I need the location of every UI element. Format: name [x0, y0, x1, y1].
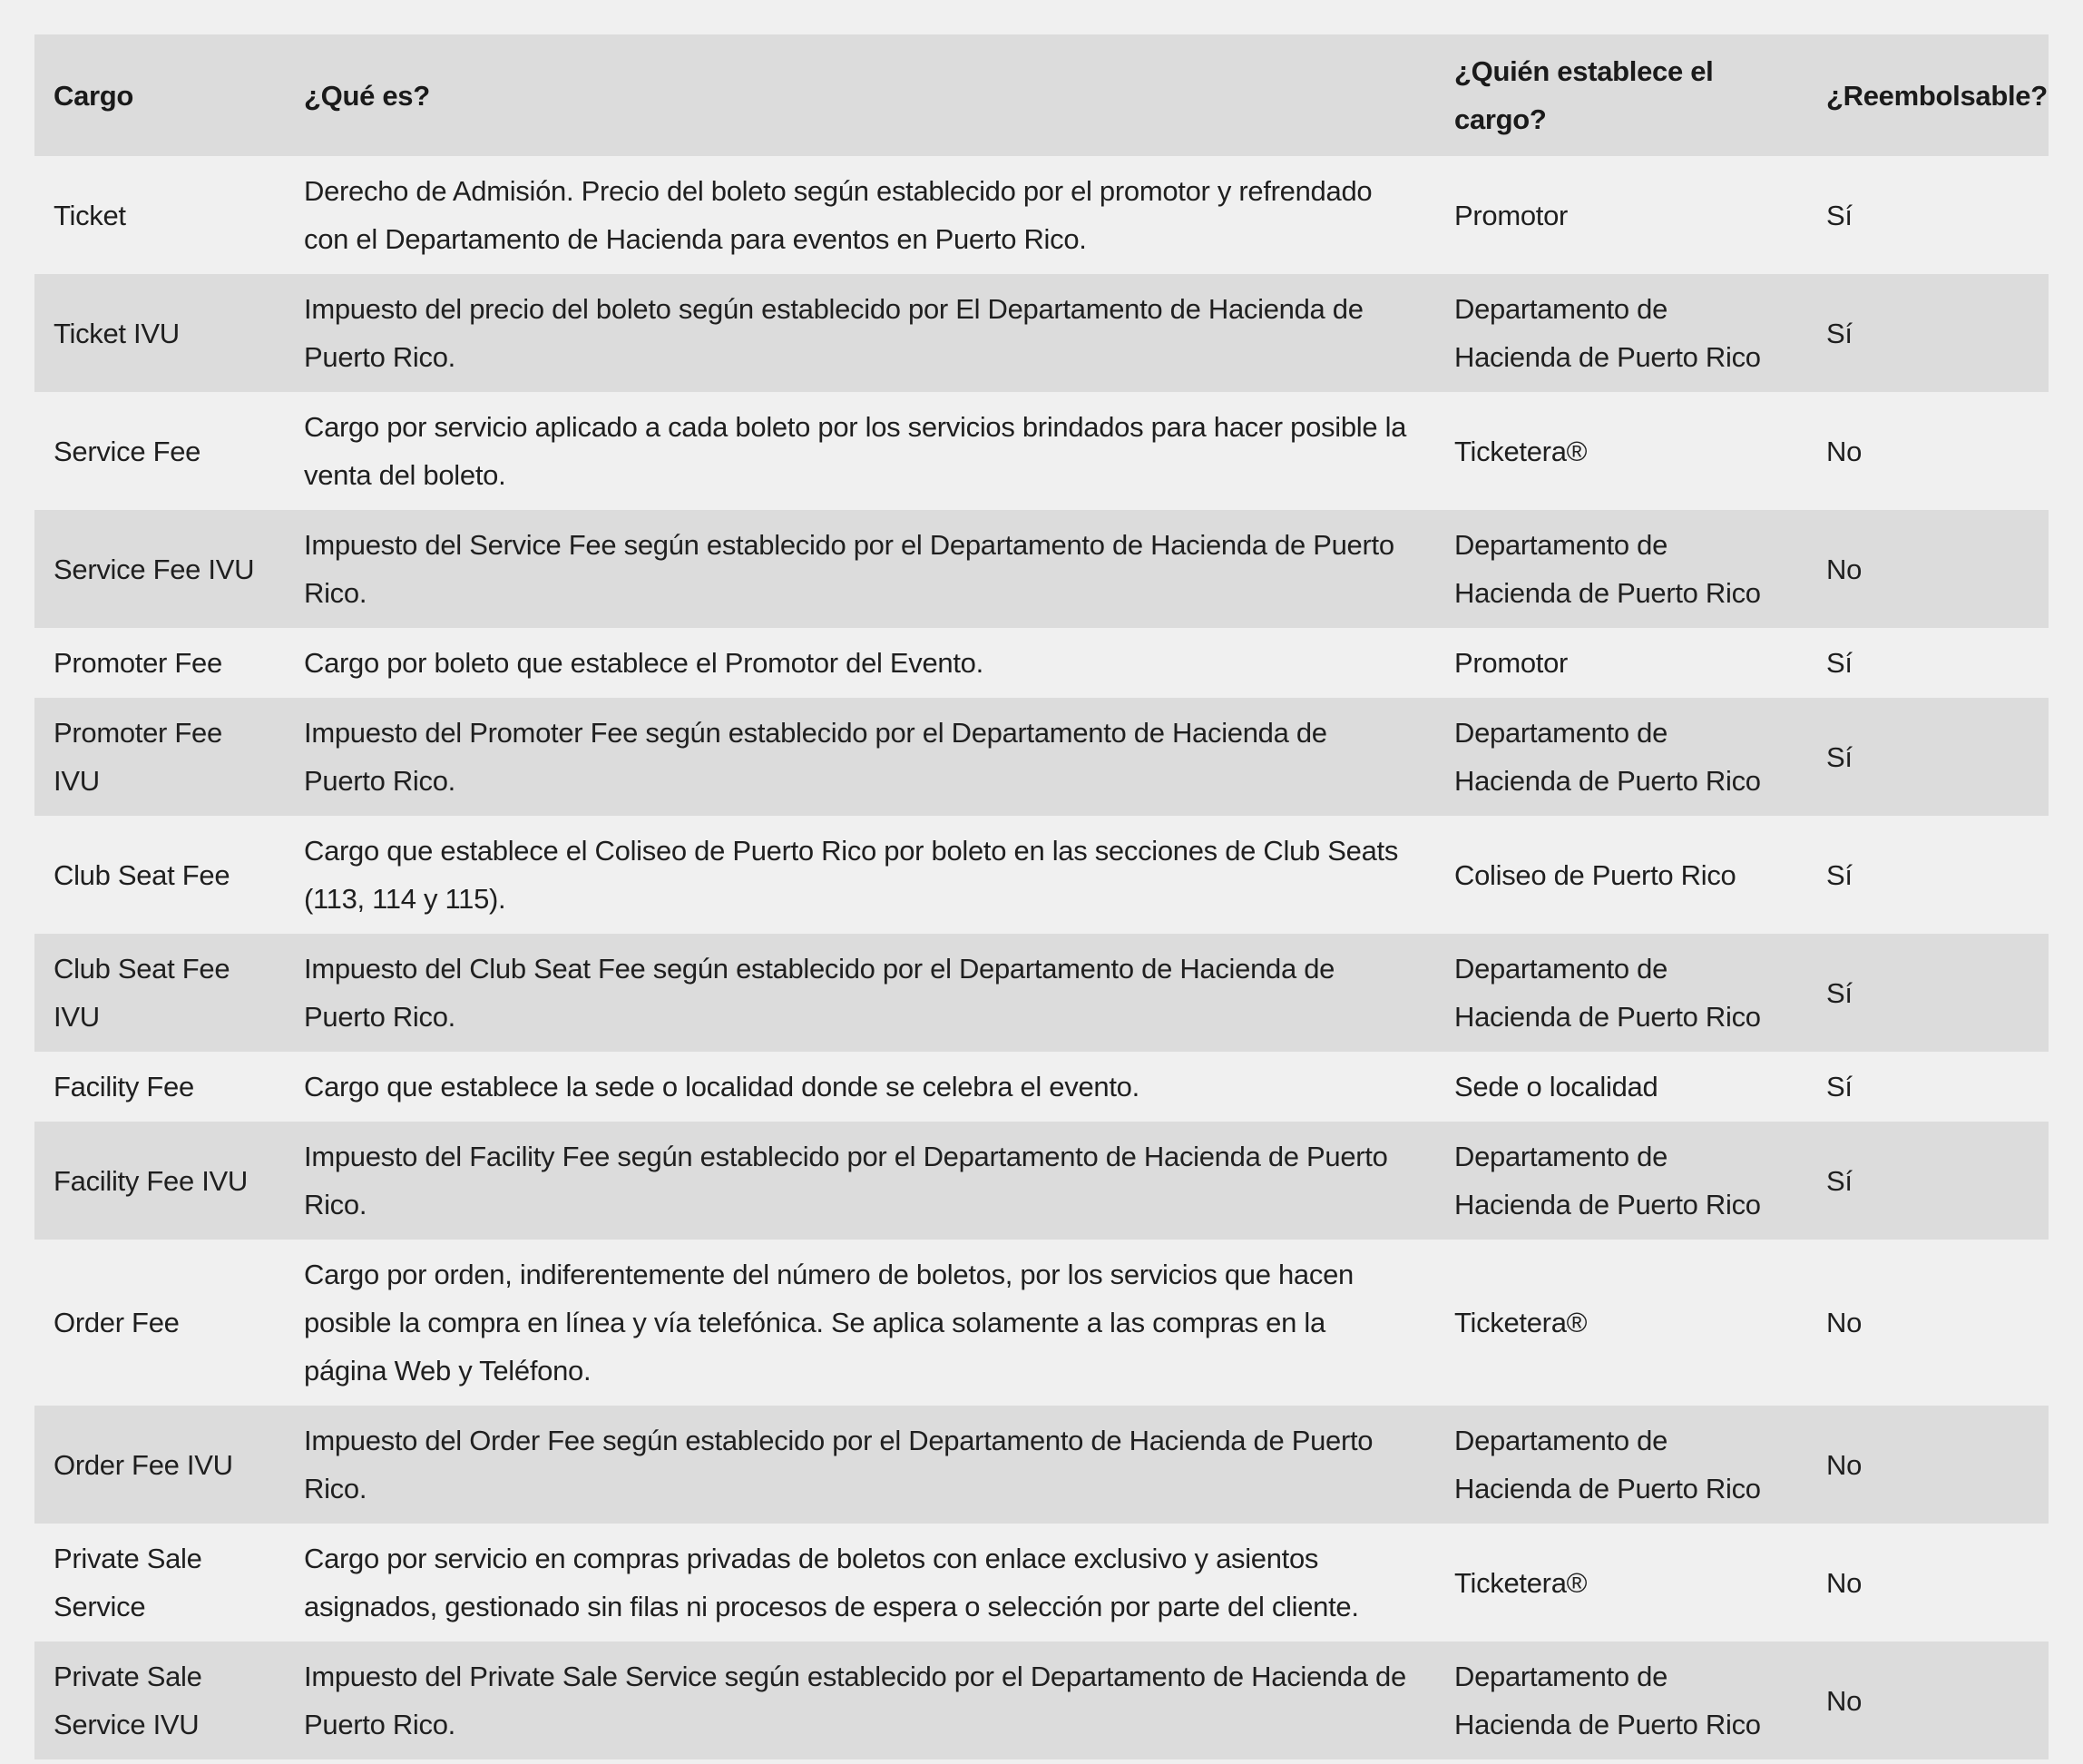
descripcion-cell: Cargo por boleto que establece el Promotor del Evento.: [304, 647, 983, 679]
descripcion-cell: Cargo que establece la sede o localidad donde se celebra el evento.: [304, 1071, 1139, 1102]
column-header-cargo: Cargo: [54, 79, 134, 112]
cargo-cell: Ticket: [54, 199, 126, 231]
column-header-que-es: ¿Qué es?: [304, 79, 430, 112]
fees-table: [34, 34, 2049, 1759]
reembolsable-cell: No: [1826, 553, 1863, 585]
table-row-private-sale-service: [34, 1524, 2049, 1642]
table-row-club-seat-fee-ivu: [34, 934, 2049, 1052]
establece-cell: Promotor: [1454, 647, 1569, 679]
establece-cell: Departamento de Hacienda de Puerto Rico: [1454, 953, 1761, 1033]
cargo-cell: Promoter Fee: [54, 647, 222, 679]
table-row-facility-fee-ivu: [34, 1122, 2049, 1240]
reembolsable-cell: Sí: [1826, 858, 1853, 891]
reembolsable-cell: Sí: [1826, 647, 1853, 679]
establece-cell: Promotor: [1454, 199, 1569, 231]
reembolsable-cell: No: [1826, 1566, 1863, 1599]
cargo-cell: Private Sale Service: [54, 1543, 202, 1622]
descripcion-cell: Cargo por orden, indiferentemente del número de boletos, por los servicios que hacen posible la compra en línea y vía telefónica. Se aplica solamente a las compras en la página Web y Teléfono.: [304, 1259, 1354, 1387]
cargo-cell: Ticket IVU: [54, 317, 180, 349]
table-row-ticket-ivu: [34, 274, 2049, 392]
reembolsable-cell: Sí: [1826, 1071, 1853, 1102]
table-row-service-fee-ivu: [34, 510, 2049, 628]
establece-cell: Departamento de Hacienda de Puerto Rico: [1454, 717, 1761, 797]
reembolsable-cell: Sí: [1826, 199, 1853, 231]
cargo-cell: Club Seat Fee: [54, 858, 230, 891]
establece-cell: Coliseo de Puerto Rico: [1454, 858, 1736, 891]
table-row-facility-fee: [34, 1052, 2049, 1122]
cargo-cell: Facility Fee IVU: [54, 1164, 248, 1197]
reembolsable-cell: No: [1826, 1307, 1863, 1338]
cargo-cell: Club Seat Fee IVU: [54, 953, 230, 1033]
descripcion-cell: Impuesto del Order Fee según establecido por el Departamento de Hacienda de Puerto Rico.: [304, 1425, 1374, 1504]
fees-table-body: [34, 156, 2049, 1759]
cargo-cell: Order Fee IVU: [54, 1448, 233, 1481]
establece-cell: Departamento de Hacienda de Puerto Rico: [1454, 1425, 1761, 1504]
reembolsable-cell: No: [1826, 1448, 1863, 1481]
column-header-reembolsable: ¿Reembolsable?: [1826, 79, 2048, 112]
establece-cell: Ticketera®: [1454, 1307, 1588, 1338]
table-row-promoter-fee: [34, 628, 2049, 698]
descripcion-cell: Impuesto del Facility Fee según establecido por el Departamento de Hacienda de Puerto Rico.: [304, 1141, 1388, 1220]
establece-cell: Ticketera®: [1454, 435, 1588, 467]
table-row-order-fee: [34, 1240, 2049, 1406]
descripcion-cell: Derecho de Admisión. Precio del boleto según establecido por el promotor y refrendado con el Departamento de Hacienda para eventos en Puerto Rico.: [304, 175, 1373, 255]
establece-cell: Sede o localidad: [1454, 1071, 1658, 1102]
reembolsable-cell: Sí: [1826, 976, 1853, 1009]
header-row: [34, 34, 2049, 156]
descripcion-cell: Impuesto del Club Seat Fee según establecido por el Departamento de Hacienda de Puerto Rico.: [304, 953, 1335, 1033]
reembolsable-cell: Sí: [1826, 740, 1853, 773]
column-header-quien-establece: ¿Quién establece el cargo?: [1454, 55, 1714, 135]
establece-cell: Departamento de Hacienda de Puerto Rico: [1454, 1141, 1761, 1220]
cargo-cell: Private Sale Service IVU: [54, 1661, 202, 1740]
cargo-cell: Promoter Fee IVU: [54, 717, 222, 797]
establece-cell: Departamento de Hacienda de Puerto Rico: [1454, 1661, 1761, 1740]
descripcion-cell: Impuesto del precio del boleto según establecido por El Departamento de Hacienda de Puerto Rico.: [304, 293, 1364, 373]
cargo-cell: Service Fee: [54, 435, 201, 467]
establece-cell: Departamento de Hacienda de Puerto Rico: [1454, 529, 1761, 609]
descripcion-cell: Impuesto del Private Sale Service según establecido por el Departamento de Hacienda de Puerto Rico.: [304, 1661, 1406, 1740]
table-row-ticket: [34, 156, 2049, 274]
reembolsable-cell: Sí: [1826, 317, 1853, 349]
establece-cell: Ticketera®: [1454, 1566, 1588, 1599]
cargo-cell: Order Fee: [54, 1307, 180, 1338]
reembolsable-cell: No: [1826, 1684, 1863, 1717]
reembolsable-cell: No: [1826, 435, 1863, 467]
reembolsable-cell: Sí: [1826, 1164, 1853, 1197]
descripcion-cell: Cargo por servicio aplicado a cada boleto por los servicios brindados para hacer posible la venta del boleto.: [304, 411, 1407, 491]
descripcion-cell: Impuesto del Promoter Fee según establecido por el Departamento de Hacienda de Puerto Rico.: [304, 717, 1327, 797]
descripcion-cell: Cargo por servicio en compras privadas de boletos con enlace exclusivo y asientos asignados, gestionado sin filas ni procesos de espera o selección por parte del cliente.: [304, 1543, 1359, 1622]
table-row-private-sale-service-ivu: [34, 1642, 2049, 1759]
table-row-club-seat-fee: [34, 816, 2049, 934]
cargo-cell: Service Fee IVU: [54, 553, 255, 585]
establece-cell: Departamento de Hacienda de Puerto Rico: [1454, 293, 1761, 373]
cargo-cell: Facility Fee: [54, 1071, 194, 1102]
table-row-order-fee-ivu: [34, 1406, 2049, 1524]
descripcion-cell: Cargo que establece el Coliseo de Puerto Rico por boleto en las secciones de Club Seats (113, 114 y 115).: [304, 835, 1399, 915]
table-row-service-fee: [34, 392, 2049, 510]
descripcion-cell: Impuesto del Service Fee según establecido por el Departamento de Hacienda de Puerto Rico.: [304, 529, 1394, 609]
table-row-promoter-fee-ivu: [34, 698, 2049, 816]
fees-table-header: [34, 34, 2049, 156]
